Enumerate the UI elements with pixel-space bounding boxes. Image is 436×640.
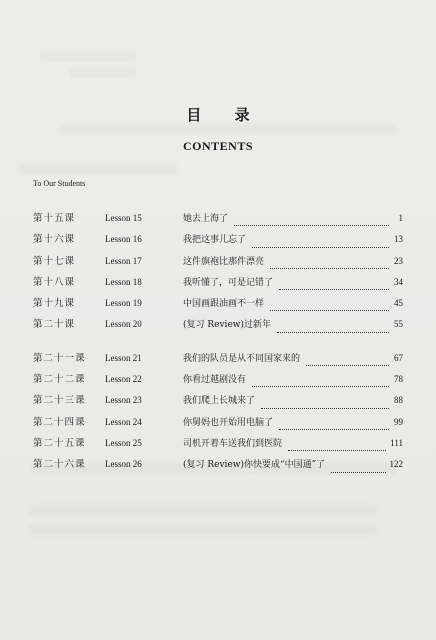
- chapter-label: 第二十四课: [33, 416, 86, 428]
- dot-leader: [270, 309, 389, 311]
- toc-row: [33, 371, 403, 392]
- page-number: 88: [394, 395, 403, 406]
- lesson-title: 你舅妈也开始用电脑了: [183, 417, 274, 428]
- chapter-label: 第十八课: [33, 276, 76, 288]
- lesson-title: 中国画跟油画不一样: [183, 299, 265, 310]
- dot-leader: [234, 224, 389, 226]
- lesson-title: 司机开着车送我们到医院: [183, 438, 283, 449]
- dot-leader: [331, 471, 385, 473]
- chapter-label: 第十九课: [33, 298, 76, 310]
- toc-row: [33, 414, 403, 435]
- bleed-through-mark: [70, 68, 136, 78]
- lesson-label: Lesson 16: [105, 234, 142, 245]
- page-number: 13: [394, 234, 403, 245]
- lesson-title: 我把这事儿忘了: [183, 235, 247, 246]
- page-number: 55: [394, 319, 403, 330]
- lesson-label: Lesson 26: [105, 459, 142, 470]
- lesson-label: Lesson 20: [105, 319, 142, 330]
- page-title-english: CONTENTS: [182, 139, 254, 153]
- chapter-label: 第二十五课: [33, 437, 86, 449]
- page-number: 1: [398, 213, 403, 223]
- chapter-label: 第二十二课: [33, 374, 86, 386]
- dot-leader: [277, 331, 389, 333]
- bleed-through-mark: [40, 52, 136, 62]
- dot-leader: [279, 428, 389, 430]
- lesson-title: 我听懂了，可是记错了: [183, 277, 274, 288]
- toc-row: [33, 253, 403, 274]
- bleed-through-mark: [30, 525, 376, 535]
- lesson-title: 她去上海了: [183, 214, 229, 224]
- toc-row: [33, 295, 403, 316]
- intro-entry: To Our Students: [33, 179, 86, 188]
- lesson-title: 我们爬上长城来了: [183, 396, 256, 407]
- lesson-label: Lesson 22: [105, 374, 142, 385]
- toc-row: [33, 210, 403, 231]
- dot-leader: [306, 364, 389, 366]
- lesson-title: (复习 Review)你快要成“中国通”了: [183, 460, 326, 471]
- toc-row: [33, 231, 403, 252]
- bleed-through-mark: [20, 164, 176, 174]
- page-number: 67: [394, 352, 403, 363]
- toc-row: [33, 316, 403, 337]
- dot-leader: [252, 385, 389, 387]
- lesson-label: Lesson 17: [105, 255, 142, 266]
- lesson-label: Lesson 25: [105, 437, 142, 448]
- lesson-label: Lesson 21: [105, 352, 142, 363]
- lesson-title: 我们的队员是从不同国家来的: [183, 353, 301, 364]
- lesson-label: Lesson 15: [105, 213, 142, 223]
- chapter-label: 第十六课: [33, 234, 76, 246]
- chapter-label: 第二十三课: [33, 395, 86, 407]
- toc-row: [33, 435, 403, 456]
- dot-leader: [261, 407, 389, 409]
- chapter-label: 第二十课: [33, 319, 76, 331]
- page-number: 122: [389, 459, 403, 470]
- chapter-label: 第二十六课: [33, 459, 86, 471]
- lesson-title: 你看过越剧没有: [183, 375, 247, 386]
- page-number: 34: [394, 276, 403, 287]
- lesson-title: 这件旗袍比那件漂亮: [183, 256, 265, 267]
- page-number: 45: [394, 298, 403, 309]
- lesson-label: Lesson 19: [105, 298, 142, 309]
- dot-leader: [252, 246, 389, 248]
- page-title-chinese: 目 录: [186, 106, 264, 124]
- toc-row: [33, 392, 403, 413]
- toc-row: [33, 350, 403, 371]
- bleed-through-mark: [30, 505, 376, 515]
- page-number: 111: [390, 437, 403, 448]
- lesson-label: Lesson 24: [105, 416, 142, 427]
- chapter-label: 第十五课: [33, 213, 76, 224]
- page-number: 23: [394, 255, 403, 266]
- lesson-label: Lesson 23: [105, 395, 142, 406]
- dot-leader: [270, 267, 389, 269]
- chapter-label: 第十七课: [33, 255, 76, 267]
- toc-row: [33, 274, 403, 295]
- bleed-through-mark: [60, 124, 396, 134]
- lesson-label: Lesson 18: [105, 276, 142, 287]
- lesson-title: (复习 Review)过新年: [183, 320, 271, 331]
- page-number: 78: [394, 374, 403, 385]
- toc-row: [33, 456, 403, 477]
- table-of-contents: [33, 210, 403, 478]
- dot-leader: [288, 449, 386, 451]
- page-number: 99: [394, 416, 403, 427]
- dot-leader: [279, 288, 389, 290]
- chapter-label: 第二十一课: [33, 352, 86, 364]
